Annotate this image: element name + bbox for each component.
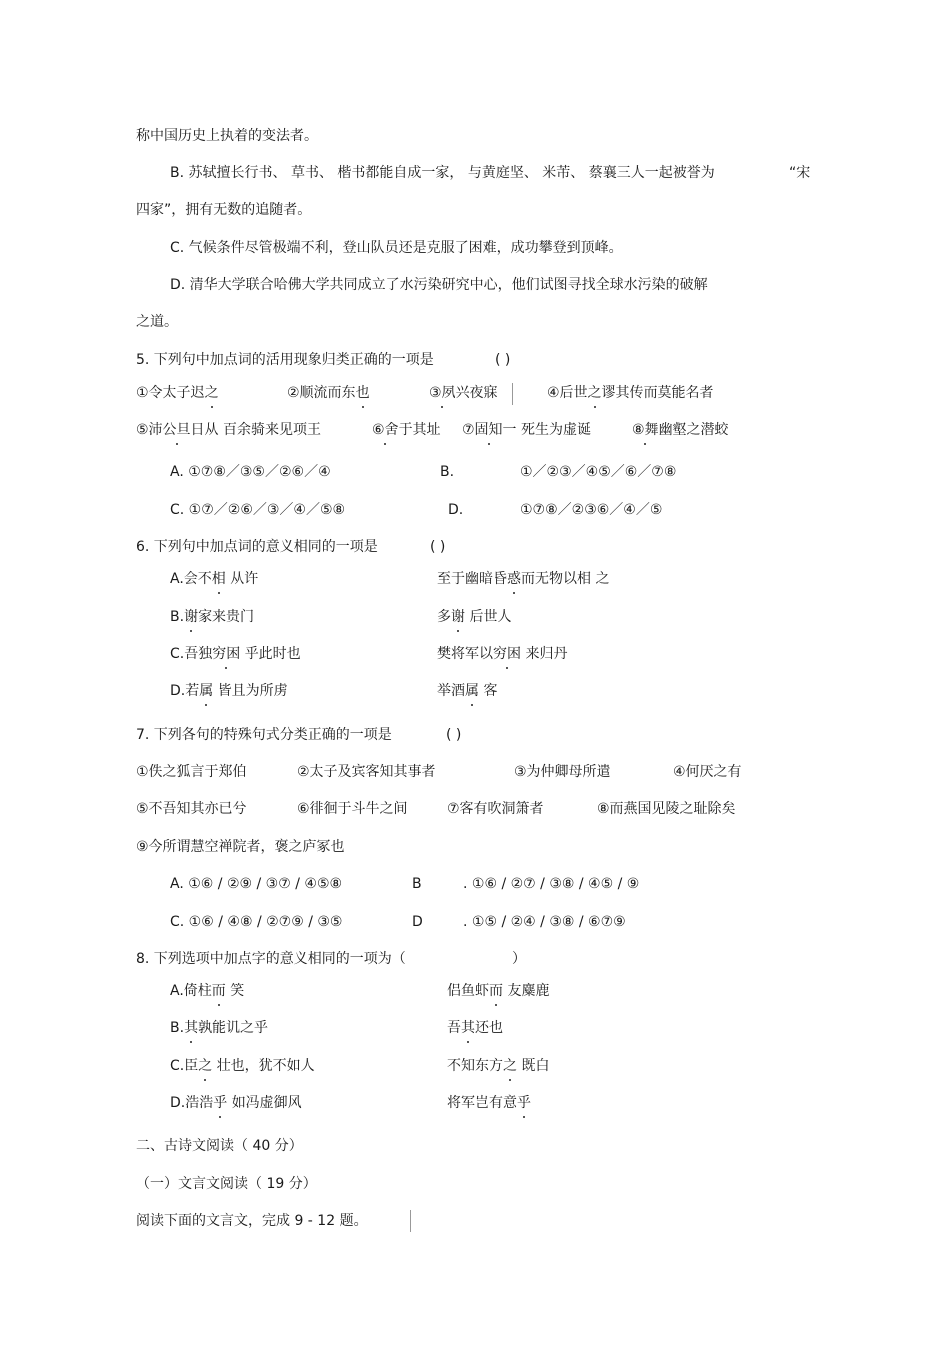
emphasis-dot: 穷困 [212,646,241,662]
emphasis-dot: ⑤沛公旦日从 [136,422,219,438]
q8-stem: 8. 下列选项中加点字的意义相同的一项为（ [136,951,406,967]
q5-row2-item6: ⑥舍于其址 [372,422,441,438]
q7-answer-paren: ( ) [446,727,462,743]
q4-option-b-line2: 四家”，拥有无数的追随者。 [136,202,312,218]
q6-option-a-right: 至于幽暗昏惑而无物以相 之 [437,571,610,587]
q8-answer-paren: ） [512,951,526,967]
emphasis-dot: 而 [211,983,226,999]
emphasis-dot: 相 [211,571,226,587]
q6-option-b-left: B.谢家来贵门 [170,609,255,625]
q8-option-c-right: 不知东方之 既白 [447,1058,550,1074]
q5-option-d-label: D. [448,502,464,518]
emphasis-dot: 其 [461,1020,475,1036]
emphasis-dot: 属 [199,683,214,699]
q4-option-b-quote: “宋 [789,165,811,181]
q8-option-c-left: C.臣之 壮也，犹不如人 [170,1058,315,1074]
text-cursor-bar [410,1210,411,1232]
emphasis-dot: 属 [465,683,479,699]
emphasis-dot: 之 [204,385,219,401]
section-title: 二、古诗文阅读（ 40 分） [136,1138,303,1154]
q4-option-b-line1: B. 苏轼擅长行书、 草书、 楷书都能自成一家， 与黄庭坚、 米芾、 蔡襄三人一起被誉为 [170,165,715,181]
q5-option-b-label: B. [440,464,455,480]
q5-row1-item2: ②顺流而东也 [287,385,370,401]
emphasis-dot: ③夙 [429,385,456,401]
emphasis-dot: ⑦固知一 [462,422,517,438]
emphasis-dot: 乎 [517,1095,531,1111]
q6-stem: 6. 下列句中加点词的意义相同的一项是 [136,539,378,555]
emphasis-dot: 其 [184,1020,199,1036]
q5-row1-item3: ③夙兴夜寐 [429,385,498,401]
q4-option-c: C. 气候条件尽管极端不利，登山队员还是克服了困难，成功攀登到顶峰。 [170,240,623,256]
q7-row1-item4: ④何厌之有 [673,764,742,780]
q5-option-b-value: ①／②③／④⑤／⑥／⑦⑧ [520,464,677,480]
q4-option-d-line1: D. 清华大学联合哈佛大学共同成立了水污染研究中心，他们试图寻找全球水污染的破解 [170,277,708,293]
q7-option-b-label: B [412,876,422,892]
q7-option-b-value: . ①⑥ / ②⑦ / ③⑧ / ④⑤ / ⑨ [463,876,640,892]
emphasis-dot: 之 [503,1058,517,1074]
q7-row1-item2: ②太子及宾客知其事者 [297,764,436,780]
q7-row2-item8: ⑧而燕国见陵之耻除矣 [597,801,736,817]
text-cursor-bar [512,383,513,405]
q7-row2-item5: ⑤不吾知其亦已兮 [136,801,247,817]
emphasis-dot: ⑧舞 [632,422,659,438]
q5-stem: 5. 下列句中加点词的活用现象归类正确的一项是 [136,352,434,368]
emphasis-dot: ⑥舍 [372,422,399,438]
emphasis-dot: 也 [355,385,370,401]
q5-option-c: C. ①⑦／②⑥／③／④／⑤⑧ [170,502,346,518]
emphasis-dot: 穷困 [493,646,521,662]
q7-row1-item1: ①佚之狐言于郑伯 [136,764,247,780]
q6-option-c-left: C.吾独穷困 乎此时也 [170,646,301,662]
section-subtitle: （一）文言文阅读（ 19 分） [136,1176,317,1192]
q5-option-a: A. ①⑦⑧／③⑤／②⑥／④ [170,464,331,480]
q8-option-d-left: D.浩浩乎 如冯虚御风 [170,1095,302,1111]
emphasis-dot: 谢 [451,609,465,625]
emphasis-dot: 而 [489,983,503,999]
q8-option-a-right: 侣鱼虾而 友麋鹿 [447,983,550,999]
q5-option-d-value: ①⑦⑧／②③⑥／④／⑤ [520,502,663,518]
q7-option-a: A. ①⑥ / ②⑨ / ③⑦ / ④⑤⑧ [170,876,343,892]
emphasis-dot: 之 [198,1058,213,1074]
q8-option-a-left: A.倚柱而 笑 [170,983,245,999]
q7-stem: 7. 下列各句的特殊句式分类正确的一项是 [136,727,392,743]
q7-row3-item9: ⑨今所谓慧空禅院者，褒之庐冢也 [136,839,345,855]
q7-row2-item7: ⑦客有吹洞箫者 [447,801,544,817]
q7-option-d-value: . ①⑤ / ②④ / ③⑧ / ⑥⑦⑨ [463,914,626,930]
q6-option-a-left: A.会不相 从许 [170,571,259,587]
emphasis-dot: 乎 [213,1095,228,1111]
q7-option-c: C. ①⑥ / ④⑧ / ②⑦⑨ / ③⑤ [170,914,343,930]
q7-row2-item6: ⑥徘徊于斗牛之间 [297,801,408,817]
q5-row1-item1: ①令太子迟之 [136,385,219,401]
q7-option-d-label: D [412,914,423,930]
q6-option-b-right: 多谢 后世人 [437,609,512,625]
q6-answer-paren: ( ) [430,539,446,555]
q5-row2-item7: ⑦固知一 死生为虚诞 [462,422,592,438]
q6-option-d-left: D.若属 皆且为所虏 [170,683,288,699]
q6-option-d-right: 举酒属 客 [437,683,498,699]
q5-row2-item8: ⑧舞幽壑之潜蛟 [632,422,729,438]
emphasis-dot: 谢 [184,609,199,625]
q6-option-c-right: 樊将军以穷困 来归丹 [437,646,568,662]
q5-answer-paren: ( ) [495,352,511,368]
emphasis-dot: ④后世之谬其传 [547,385,644,401]
q8-option-d-right: 将军岂有意乎 [447,1095,531,1111]
q8-option-b-right: 吾其还也 [447,1020,503,1036]
q8-option-b-left: B.其孰能讥之乎 [170,1020,269,1036]
q5-row1-item4: ④后世之谬其传而莫能名者 [547,385,714,401]
q4-option-a-continuation: 称中国历史上执着的变法者。 [136,128,318,144]
emphasis-dot: 至于幽暗昏惑而无物以相 [437,571,591,587]
q5-row2-item5: ⑤沛公旦日从 百余骑来见项王 [136,422,322,438]
q4-option-d-line2: 之道。 [136,314,178,330]
reading-instruction: 阅读下面的文言文，完成 9 - 12 题。 [136,1213,368,1229]
q7-row1-item3: ③为仲卿母所遣 [514,764,611,780]
